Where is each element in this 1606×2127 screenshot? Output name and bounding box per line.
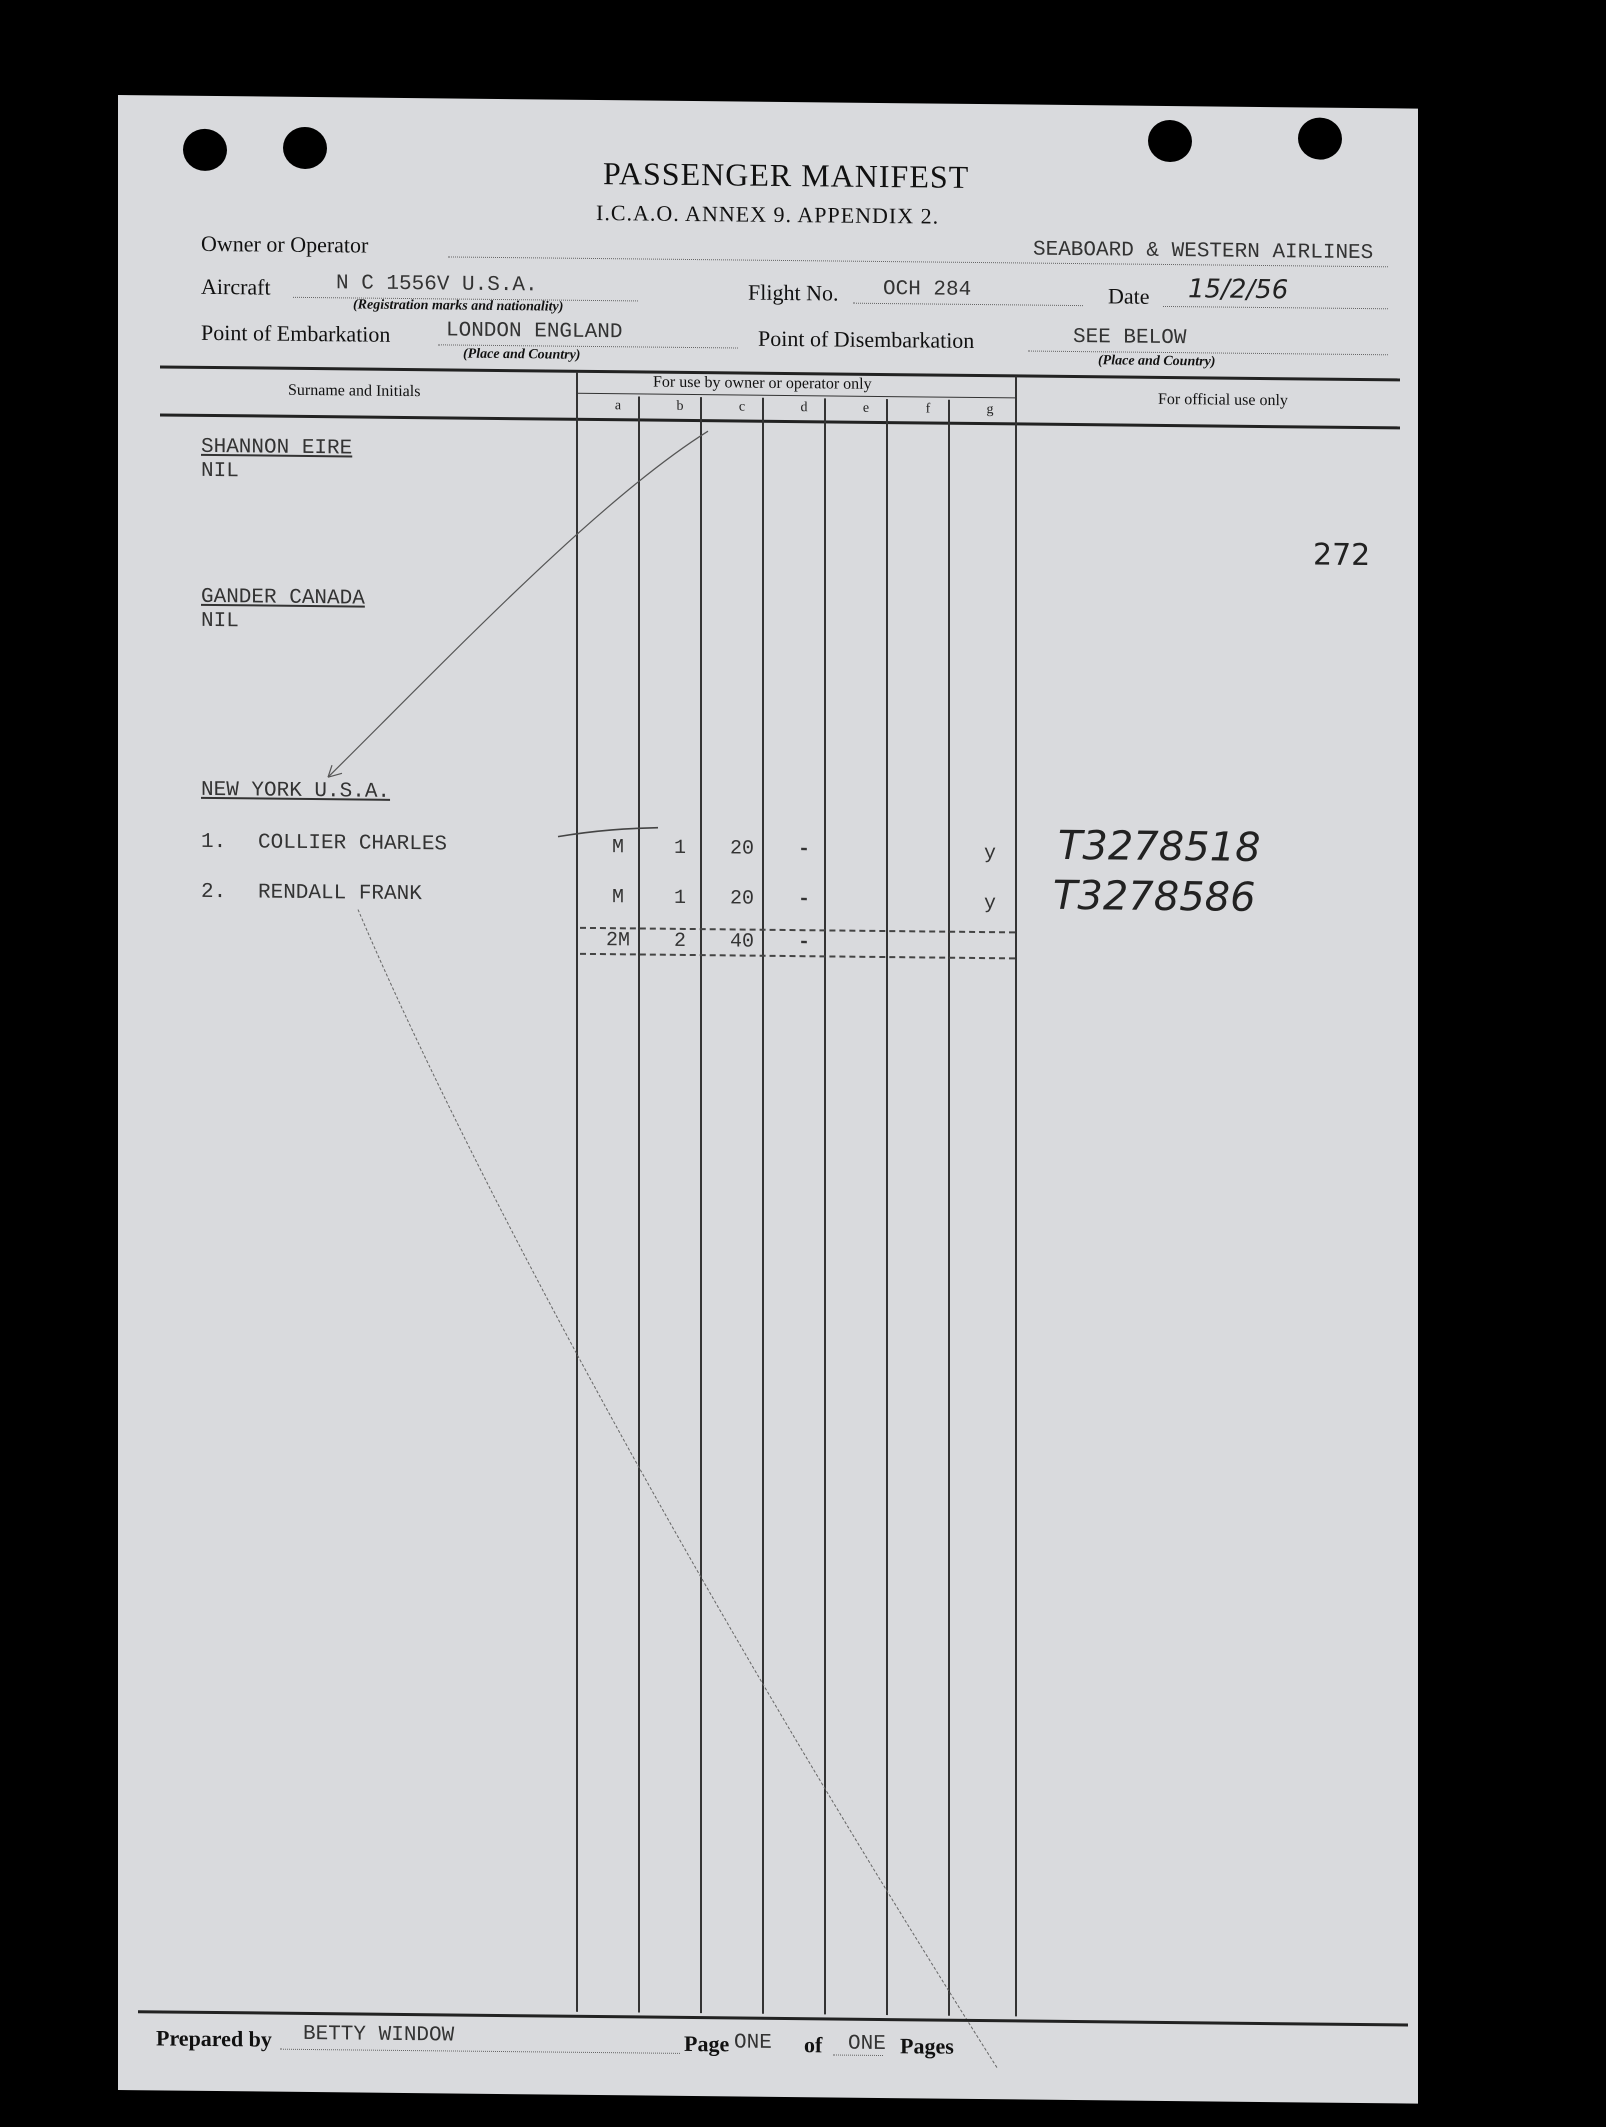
passenger-col-a: M: [611, 886, 624, 910]
page-title: PASSENGER MANIFEST: [603, 155, 970, 195]
col-e-header: e: [862, 400, 870, 416]
passenger-name: RENDALL FRANK: [258, 881, 422, 907]
disembark-value: SEE BELOW: [1073, 326, 1187, 351]
pencil-stroke-upper: [328, 427, 708, 781]
passenger-name: COLLIER CHARLES: [258, 831, 448, 857]
disembark-label: Point of Disembarkation: [758, 325, 975, 353]
aircraft-value: N C 1556V U.S.A.: [336, 272, 538, 298]
total-col-b: 2: [673, 929, 686, 953]
section-gander-place: GANDER CANADA: [201, 585, 365, 611]
passenger-col-g: y: [983, 892, 996, 916]
col-b-header: b: [676, 398, 684, 414]
passenger-col-g: y: [983, 842, 996, 866]
embark-label: Point of Embarkation: [201, 319, 391, 347]
passenger-col-c: 20: [729, 887, 754, 911]
prepared-value: BETTY WINDOW: [303, 2022, 455, 2048]
page-subtitle: I.C.A.O. ANNEX 9. APPENDIX 2.: [596, 200, 940, 229]
total-col-a: 2M: [605, 929, 630, 953]
col-surname-header: Surname and Initials: [288, 381, 421, 401]
page-value: ONE: [734, 2031, 772, 2055]
passenger-col-c: 20: [729, 837, 754, 861]
total-col-d: -: [797, 931, 810, 955]
page-label: Page: [684, 2030, 730, 2057]
passenger-official-number: T3278586: [1053, 872, 1256, 921]
aircraft-note: (Registration marks and nationality): [353, 297, 564, 315]
aircraft-label: Aircraft: [201, 273, 271, 300]
section-gander-note: NIL: [201, 609, 239, 634]
date-value: 15/2/56: [1188, 274, 1289, 306]
passenger-number: 2.: [201, 880, 227, 905]
col-g-header: g: [986, 402, 994, 418]
col-official-header: For official use only: [1158, 390, 1288, 410]
pages-value: ONE: [848, 2032, 886, 2057]
passenger-col-a: M: [611, 836, 624, 860]
section-shannon-place: SHANNON EIRE: [201, 435, 353, 461]
flight-label: Flight No.: [748, 279, 839, 306]
passenger-col-b: 1: [673, 886, 686, 910]
pencil-stroke-row1: [558, 827, 658, 838]
passenger-col-b: 1: [673, 836, 686, 860]
col-c-header: c: [738, 399, 746, 415]
prepared-label: Prepared by: [156, 2025, 272, 2052]
pencil-marks: [118, 95, 1418, 2104]
col-f-header: f: [925, 401, 931, 417]
disembark-note: (Place and Country): [1098, 353, 1216, 370]
embark-value: LONDON ENGLAND: [446, 319, 623, 345]
col-d-header: d: [800, 400, 808, 416]
col-a-header: a: [614, 398, 622, 414]
passenger-number: 1.: [201, 830, 227, 855]
flight-value: OCH 284: [883, 278, 972, 302]
section-shannon-note: NIL: [201, 459, 239, 484]
manifest-sheet: [118, 95, 1418, 2104]
embark-note: (Place and Country): [463, 346, 581, 363]
total-col-c: 40: [729, 930, 754, 954]
section-newyork-place: NEW YORK U.S.A.: [201, 778, 391, 804]
owner-value: SEABOARD & WESTERN AIRLINES: [1033, 238, 1374, 266]
passenger-col-d: -: [797, 888, 810, 912]
owner-label: Owner or Operator: [201, 230, 369, 258]
date-label: Date: [1108, 283, 1150, 309]
pages-label: Pages: [900, 2033, 954, 2059]
col-owner-use-header: For use by owner or operator only: [653, 373, 872, 393]
passenger-official-number: T3278518: [1058, 822, 1261, 871]
pencil-stroke-lower: [358, 910, 998, 2070]
passenger-col-d: -: [797, 838, 810, 862]
stamp-number: 272: [1313, 537, 1371, 574]
of-label: of: [804, 2032, 823, 2058]
